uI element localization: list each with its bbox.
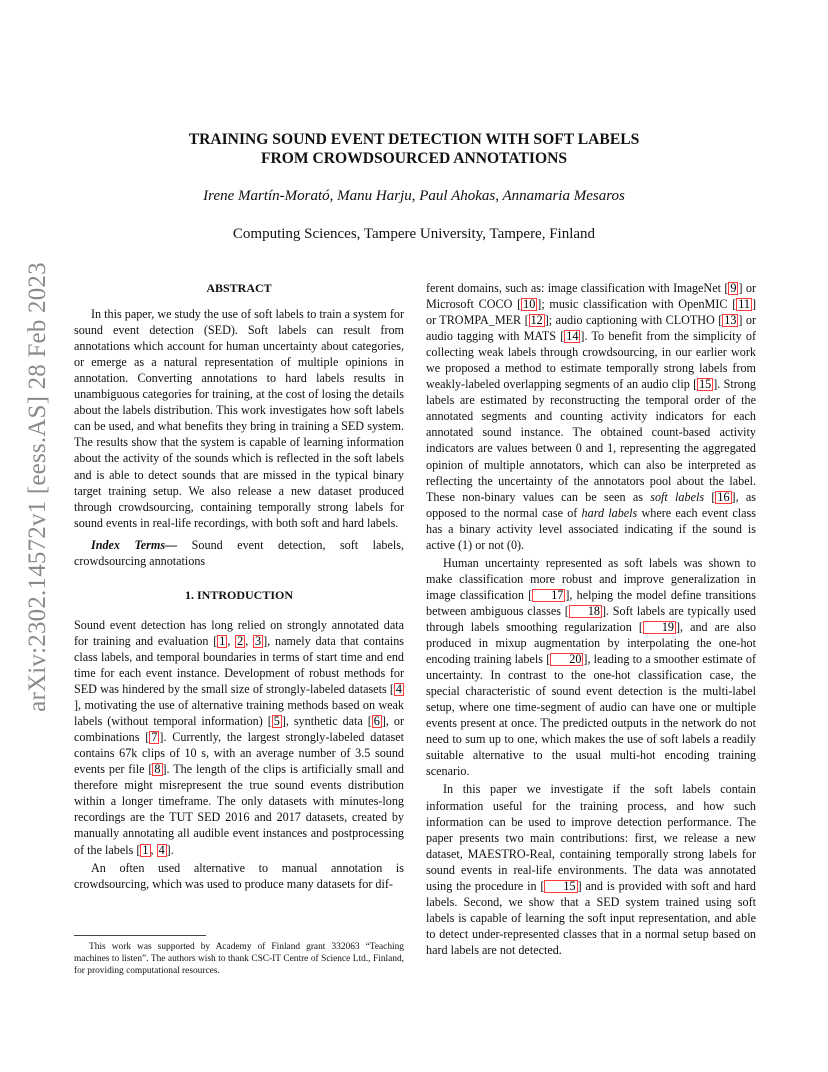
citation-link[interactable]: 4: [395, 682, 402, 697]
body-text: , as opposed to the normal case of: [426, 489, 757, 520]
intro-text: Sound event detection has long relied on strongly annotated data for training and evaluation: [74, 617, 404, 648]
body-text: , helping the model define transitions between ambiguous classes: [426, 587, 756, 618]
right-paragraph-2: Human uncertainty represented as soft labels was shown to make classification more robust and improve generalization in image classification [ 17 ], helping the model define transitions between ambiguous classes [ 18 ]. Soft labels are typically used through labels smoothing regularization [ 19 ], and are also produced in mixup augmentation by interpolating the one-hot encoding training labels [ 20 ], leading to a smoother estimate of uncertainty. In contrast to the one-hot classification case, the special characteristic of sound event detection is the multi-label setup, where one time-segment of audio can have one or multiple events present at once. The predicted outputs in the network do not need to sum up to one, which makes the use of soft labels a readily suitable alternative to the usual multi-hot encoding training scenario.: [426, 555, 757, 779]
introduction-heading: 1. INTRODUCTION: [184, 587, 293, 602]
citation-link[interactable]: 17: [532, 589, 565, 602]
affiliation: Computing Sciences, Tampere University, Tampere, Finland: [232, 226, 596, 242]
citation-link[interactable]: 4: [158, 842, 165, 857]
body-text: . To benefit from the simplicity of collecting weak labels through crowdsourcing, in our earlier work we proposed a method to estimate temporally strong labels from weakly-labeled overlapping segments of an audio clip: [426, 329, 757, 392]
citation-link[interactable]: 7: [151, 730, 158, 745]
citation-link[interactable]: 16: [717, 489, 730, 504]
citation-link[interactable]: 3: [255, 633, 262, 648]
arxiv-identifier[interactable]: arXiv:2302.14572v1 [eess.AS] 28 Feb 2023: [24, 262, 51, 712]
abstract-heading: ABSTRACT: [206, 281, 272, 295]
footnote-divider: [74, 935, 206, 936]
body-text: . Strong labels are estimated by reconstructing the temporal order of the annotated segments and counting activity indicators for each annotated sound instance. The obtained count-based activity indicators are values between 0 and 1, representing the aggregated opinion of multiple annotators, which can also be interpreted as reflecting the uncertainty of the annotators pool about the label. These non-binary values can be seen as: [426, 377, 756, 504]
citation-link[interactable]: 9: [730, 281, 737, 295]
index-terms: [74, 537, 404, 569]
citation-link[interactable]: 10: [523, 297, 536, 312]
emphasis-hard-labels: hard labels: [581, 505, 638, 520]
citation-link[interactable]: 12: [530, 313, 543, 328]
abstract-text: In this paper, we study the use of soft labels to train a system for sound event detection (SED). Soft labels can result from annotations which account for human uncertainty about categories, or emerge as a natural representation of multiple opinions in annotation. Converting annotations to hard labels results in unambiguous categories for training, at the cost of losing the details about the labels distribution. This work investigates how soft labels can be used, and what benefits they bring in training a SED system. The results show that the system is capable of learning information about the activity of the sounds which is reflected in the soft labels and is able to detect sounds that are missed in the typical binary target training setup. We also release a new dataset produced through crowdsourcing, containing temporally strong labels for sound events in real-life recordings, with both soft and hard labels.: [74, 307, 404, 530]
intro-paragraph-1: Sound event detection has long relied on strongly annotated data for training and evaluation [ 1 , 2 , 3 ], namely data that contains class labels, and temporal boundaries in terms of start time and end time for each event instance. Development of robust methods for SED was hindered by the small size of strongly-labeled datasets [ 4], motivating the use of alternative training methods based on weak labels (without temporal information) [ 5 ], synthetic data [ 6 ], or combinations [ 7 ]. Currently, the largest strongly-labeled dataset contains 67k clips of 10 s, with an average number of 3.5 sound events per file [ 8 ]. The length of the clips is artificially small and therefore might misrepresent the true sound events distribution within a longer timeframe. The only datasets with minutes-long recordings are the TUT SED 2016 and 2017 datasets, created by manually annotating all audible event instances and postprocessing of the labels [ 1 , 4 ].: [74, 617, 405, 857]
citation-link[interactable]: 1: [142, 842, 149, 857]
index-terms-text: Sound event detection, soft labels, crowdsourcing annotations: [74, 537, 404, 568]
body-text: or audio tagging with MATS: [426, 313, 756, 344]
citation-link[interactable]: 15: [699, 377, 712, 392]
citation-link[interactable]: 18: [569, 605, 602, 618]
citation-link[interactable]: 6: [373, 714, 380, 729]
intro-text: , namely data that contains class labels, and temporal boundaries in terms of start time and end time for each event instance. Development of robust methods for SED was hindered by the small size of strongly-labeled datasets: [74, 633, 404, 697]
body-text: . Soft labels are typically used through labels smoothing regularization: [426, 603, 757, 634]
right-column: [426, 280, 756, 958]
arxiv-side-label: [18, 262, 58, 712]
body-text: ; audio captioning with CLOTHO: [548, 313, 719, 328]
body-text: , leading to a smoother estimate of uncertainty. In contrast to the one-hot classification case, the special characteristic of sound event detection is the multi-label setup, where one time-segment of audio can have one or multiple events present at once. The predicted outputs in the network do not need to sum up to one, which makes the use of soft labels a readily suitable alternative to the usual multi-hot encoding training scenario.: [426, 652, 757, 779]
body-text: In this paper we investigate if the soft labels contain information useful for the training process, and how such information can be used to improve detection performance. The paper presents two main contributions: first, we release a new dataset, MAESTRO-Real, containing temporally strong labels for sound events in real-life environments. The data was annotated using the procedure in: [426, 782, 756, 893]
emphasis-soft-labels: soft labels: [650, 489, 705, 504]
intro-text: , motivating the use of alternative training methods based on weak labels (without temporal information): [74, 698, 404, 729]
right-paragraph-3: In this paper we investigate if the soft labels contain information useful for the training process, and how such information can be used to improve detection performance. The paper presents two main contributions: first, we release a new dataset, MAESTRO-Real, containing temporally strong labels for sound events in real-life environments. The data was annotated using the procedure in [ 15 ] and is provided with soft and hard labels. Second, we show that a SED system trained using soft labels is capable of learning the soft input representation, and able to detect under-represented classes that in a normal setup based on hard labels are not detected.: [426, 782, 756, 957]
citation-link[interactable]: 1: [219, 633, 226, 648]
body-text: or Microsoft COCO: [426, 281, 756, 312]
paper-title: [120, 130, 708, 168]
body-text: or TROMPA_MER: [426, 313, 525, 328]
author-list: Irene Martín-Morató, Manu Harju, Paul Ahokas, Annamaria Mesaros: [203, 188, 625, 204]
right-paragraph-1: ferent domains, such as: image classification with ImageNet [ 9 ] or Microsoft COCO [ 10 ]; music classification with OpenMIC [ 11 ] or TROMPA_MER [ 12 ]; audio captioning with CLOTHO [ 13 ] or audio tagging with MATS [ 14 ]. To benefit from the simplicity of collecting weak labels through crowdsourcing, in our earlier work we proposed a method to estimate temporally strong labels from weakly-labeled overlapping segments of an audio clip [ 15 ]. Strong labels are estimated by reconstructing the temporal order of the annotated segments and counting activity indicators for each annotated sound instance. The obtained count-based activity indicators are values between 0 and 1, representing the aggregated opinion of multiple annotators, which can also be interpreted as reflecting the uncertainty of the annotators pool about the label. These non-binary values can be seen as soft labels [ 16 ], as opposed to the normal case of hard labels where each event class has a binary activity level associated indicating if the sound is active (1) or not (0).: [426, 281, 757, 552]
citation-link[interactable]: 11: [738, 297, 750, 312]
left-column: [74, 280, 404, 892]
title-line-2: FROM CROWDSOURCED ANNOTATIONS: [260, 150, 568, 167]
citation-link[interactable]: 8: [154, 762, 161, 777]
intro-text: . The length of the clips is artificially small and therefore might misrepresent the true sound events distribution within a longer timeframe. The only datasets with minutes-long recordings are the TUT SED 2016 and 2017 datasets, created by manually annotating all audible event instances and postprocessing of the labels: [74, 762, 404, 857]
title-line-1: TRAINING SOUND EVENT DETECTION WITH SOFT LABELS: [188, 131, 640, 148]
citation-link[interactable]: 20: [550, 653, 583, 666]
citation-link[interactable]: 14: [566, 329, 579, 344]
body-text: ; music classification with OpenMIC: [541, 297, 733, 312]
citation-link[interactable]: 2: [237, 633, 244, 648]
citation-link[interactable]: 5: [273, 714, 280, 729]
intro-text: , or combinations: [74, 714, 404, 745]
body-text: and is provided with soft and hard labels. Second, we show that a SED system trained using soft labels is capable of learning the soft input representation, and able to detect under-represented classes that in a normal setup based on hard labels are not detected.: [426, 878, 756, 957]
citation-link[interactable]: 13: [724, 313, 737, 328]
intro-text: . Currently, the largest strongly-labeled dataset contains 67k clips of 10 s, with an average number of 3.5 sound events per file: [74, 730, 405, 777]
intro-text: , synthetic data: [285, 714, 368, 729]
citation-link[interactable]: 15: [544, 880, 577, 893]
citation-link[interactable]: 19: [643, 621, 676, 634]
index-terms-label: Index Terms—: [91, 537, 178, 552]
intro-text: .: [170, 842, 174, 857]
intro-paragraph-2: An often used alternative to manual annotation is crowdsourcing, which was used to produce many datasets for dif-: [74, 860, 404, 891]
footnote: This work was supported by Academy of Finland grant 332063 “Teaching machines to listen”. The authors wish to thank CSC-IT Centre of Science Ltd., Finland, for providing computational resources.: [74, 942, 404, 976]
body-text: , and are also produced in mixup augmentation by interpolating the one-hot encoding training labels: [426, 619, 757, 667]
body-text: Human uncertainty represented as soft labels was shown to make classification more robust and improve generalization in image classification: [426, 555, 756, 602]
body-text: ferent domains, such as: image classification with ImageNet: [426, 281, 725, 295]
body-text: where each event class has a binary activity level associated indicating if the sound is active (1) or not (0).: [426, 505, 756, 552]
